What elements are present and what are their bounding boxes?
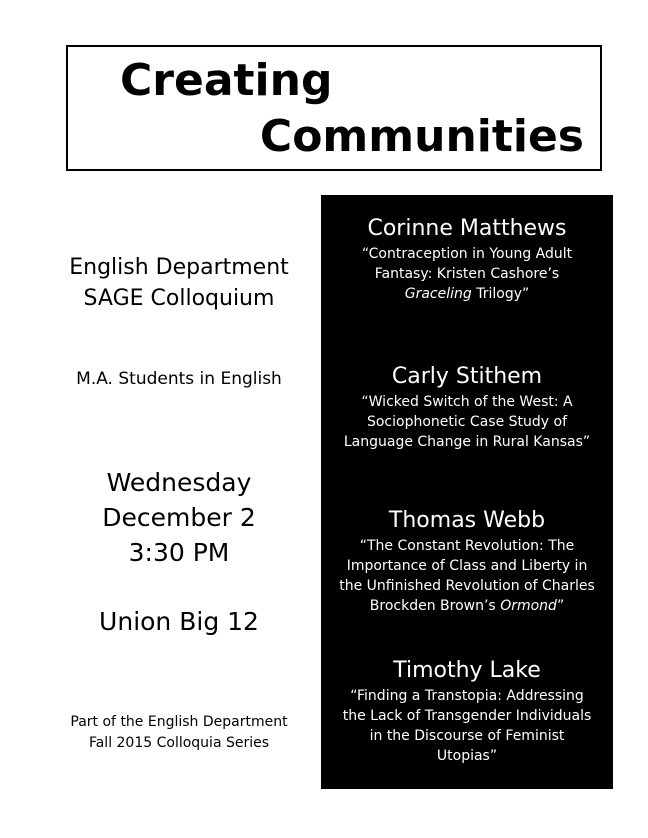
talk-title-line: “The Constant Revolution: The [359, 538, 575, 554]
speaker-name: Thomas Webb [388, 508, 546, 533]
speaker-name: Timothy Lake [393, 658, 541, 683]
talk-title-line: Language Change in Rural Kansas” [343, 434, 591, 450]
speaker-block [321, 656, 613, 766]
talk-title-line: Sociophonetic Case Study of [366, 414, 568, 430]
event-date: December 2 [102, 503, 256, 532]
series-block [20, 712, 338, 754]
talk-title [321, 686, 613, 766]
talk-title [321, 392, 613, 452]
speaker-block [321, 506, 613, 616]
talk-title-rest: Trilogy” [471, 286, 530, 302]
speakers-panel [321, 195, 613, 789]
talk-title-italic: Graceling [404, 286, 472, 302]
talk-title-line: “Wicked Switch of the West: A [361, 394, 573, 410]
talk-title-line: the Unfinished Revolution of Charles [339, 578, 595, 594]
talk-title-line: Importance of Class and Liberty in [346, 558, 588, 574]
talk-title-line: Utopias” [436, 748, 498, 764]
speaker-block [321, 214, 613, 304]
speaker-name: Carly Stithem [391, 364, 543, 389]
title-line-1: Creating [120, 55, 333, 106]
talk-title-line: the Lack of Transgender Individuals [342, 708, 592, 724]
department-block [20, 252, 338, 314]
talk-title-line [327, 284, 607, 304]
talk-title-prefix: Brockden Brown’s [369, 598, 501, 614]
series-line-1: Part of the English Department [70, 714, 288, 730]
colloquium-name: SAGE Colloquium [83, 286, 275, 311]
talk-title-line: Fantasy: Kristen Cashore’s [374, 266, 560, 282]
datetime-block [20, 465, 338, 570]
event-time: 3:30 PM [128, 538, 230, 567]
talk-title-italic: Ormond [500, 598, 557, 614]
series-line-2: Fall 2015 Colloquia Series [88, 735, 270, 751]
presenters-line: M.A. Students in English [76, 369, 282, 389]
title-box [66, 45, 602, 171]
department-name: English Department [69, 255, 289, 280]
talk-title [321, 536, 613, 616]
talk-title-suffix: ” [556, 598, 565, 614]
title-line-2: Communities [259, 111, 584, 162]
talk-title-line: in the Discourse of Feminist [369, 728, 565, 744]
talk-title [321, 244, 613, 304]
event-day: Wednesday [106, 468, 252, 497]
speaker-name: Corinne Matthews [367, 216, 567, 241]
talk-title-line: “Finding a Transtopia: Addressing [350, 688, 584, 704]
speaker-block [321, 362, 613, 452]
talk-title-line: “Contraception in Young Adult [361, 246, 573, 262]
event-location: Union Big 12 [99, 607, 259, 636]
talk-title-line [327, 596, 607, 616]
